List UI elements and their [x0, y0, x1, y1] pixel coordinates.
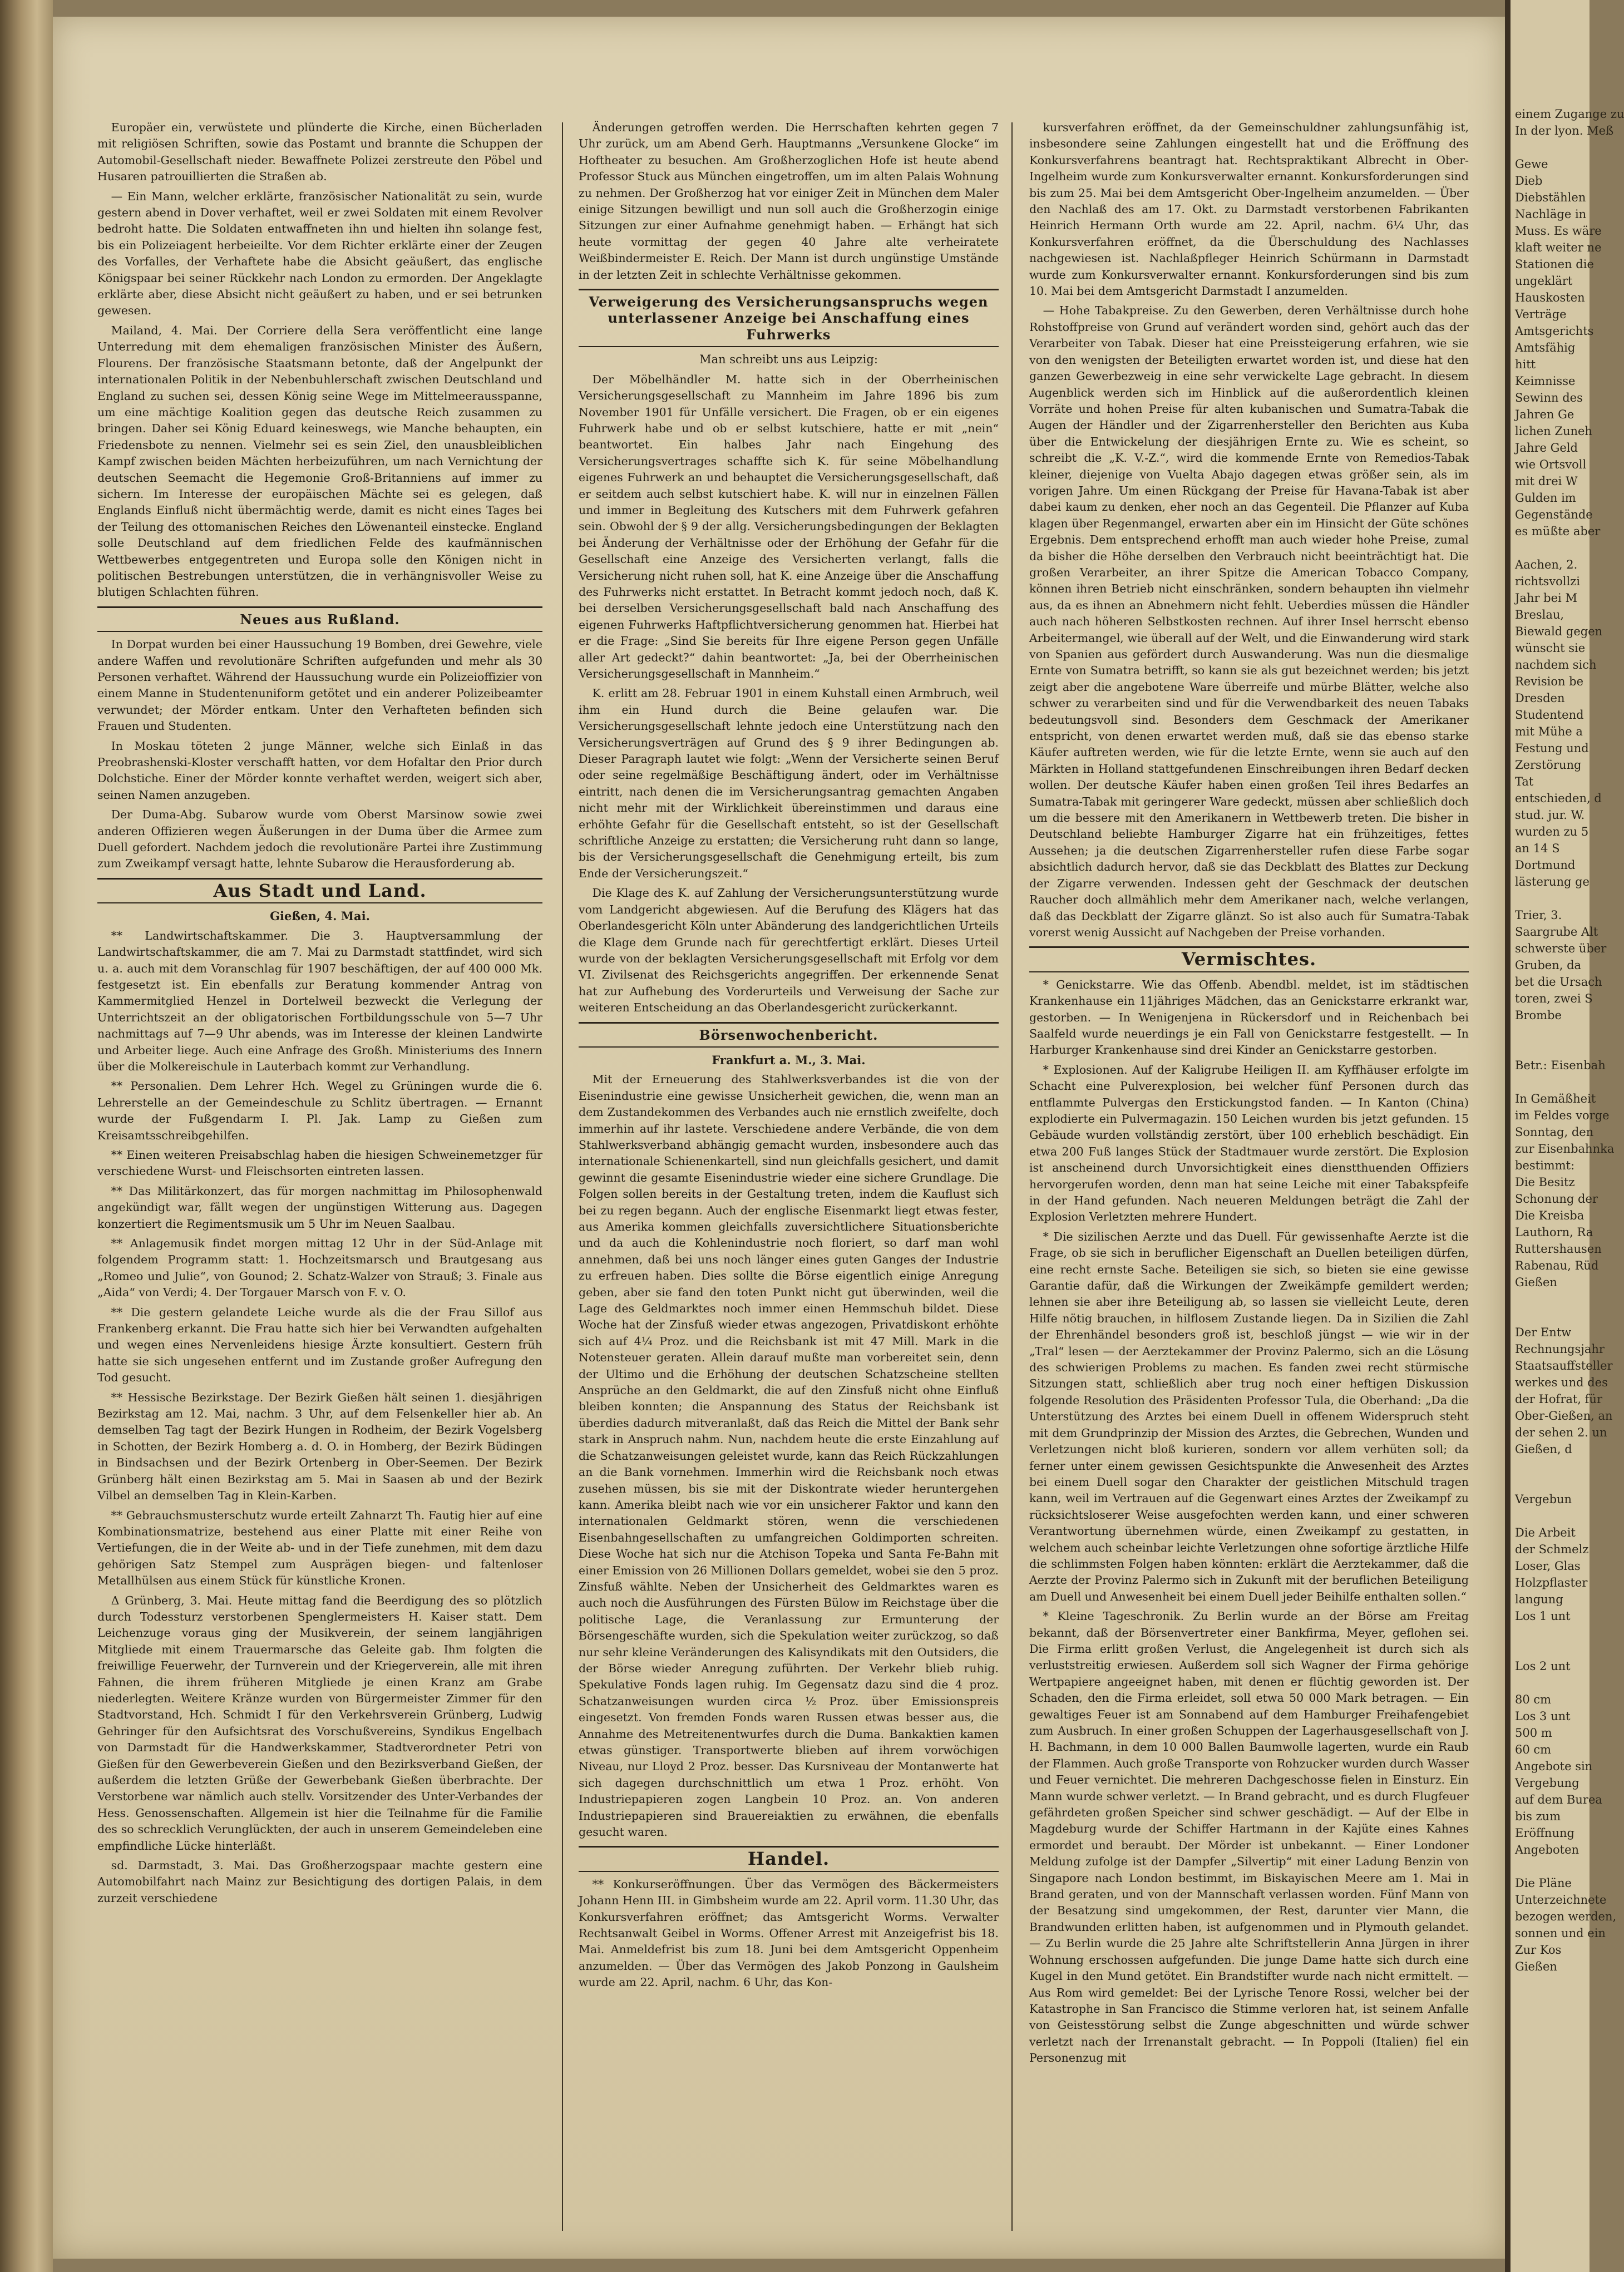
- article-paragraph: ** Die gestern gelandete Leiche wurde als die der Frau Sillof aus Frankenberg erkannt. Die Frau hatte sich hier bei Verwandten aufgehalten und wegen eines Nervenleidens hiesige Ärzte konsultiert. Gestern früh hatte sie sich ungesehen entfernt und im Zustande großer Aufregung den Tod gesucht.: [97, 1305, 542, 1385]
- adjacent-page-line: wünscht sie: [1515, 641, 1586, 655]
- adjacent-page-line: Studentend: [1515, 708, 1584, 722]
- adjacent-page-line: Sewinn des: [1515, 391, 1583, 404]
- adjacent-page-line: mit Mühe a: [1515, 725, 1583, 738]
- section-heading-stadt-land: Aus Stadt und Land.: [97, 878, 542, 903]
- adjacent-page-line: einem Zugange zu: [1515, 107, 1624, 121]
- adjacent-page-line: Gießen: [1515, 1276, 1557, 1289]
- adjacent-page-fragment: [1505, 0, 1624, 2272]
- adjacent-page-line: sonnen und ein: [1515, 1927, 1606, 1940]
- adjacent-page-line: Staatsauffsteller: [1515, 1359, 1613, 1372]
- adjacent-page-line: Gegenstände: [1515, 508, 1593, 521]
- article-paragraph: Der Duma-Abg. Subarow wurde vom Oberst Marsinow sowie zwei anderen Offizieren wegen Äußerungen in der Duma über die Armee zum Duell gefordert. Nachdem jedoch die revolutionäre Partei ihre Zustimmung zum Zweikampf versagt hatte, lehnte Subarow die Herausforderung ab.: [97, 808, 542, 871]
- adjacent-page-line: 80 cm: [1515, 1693, 1552, 1706]
- source-line: Man schreibt uns aus Leipzig:: [699, 353, 878, 367]
- adjacent-page-line: Vergebun: [1515, 1493, 1572, 1506]
- adjacent-page-line: Gulden im: [1515, 491, 1576, 505]
- article-paragraph: Europäer ein, verwüstete und plünderte die Kirche, einen Bücherladen mit religiösen Schriften, sowie das Postamt und brannte die Schuppen der Automobil-Gesellschaft nieder. Bewaffnete Polizei zerstreute den Pöbel und Husaren patrouillierten die Straßen ab.: [97, 121, 542, 184]
- column-rule-2: [1011, 122, 1013, 2231]
- adjacent-page-line: Biewald gegen: [1515, 625, 1603, 638]
- adjacent-page-line: Rechnungsjahr: [1515, 1342, 1605, 1356]
- adjacent-page-line: [1511, 1675, 1590, 1691]
- adjacent-page-line: klaft weiter ne: [1515, 241, 1602, 254]
- adjacent-page-line: Angebote sin: [1515, 1760, 1593, 1773]
- section-heading-versicherung: Verweigerung des Versicherungsanspruchs wegen unterlassener Anzeige bei Anschaffung eines Fuhrwerks: [579, 289, 999, 347]
- adjacent-page-line: Die Pläne: [1515, 1876, 1572, 1890]
- adjacent-page-line: Los 3 unt: [1515, 1710, 1571, 1723]
- article-paragraph: * Explosionen. Auf der Kaligrube Heiligen II. am Kyffhäuser erfolgte im Schacht eine Pulverexplosion, bei welcher fünf Personen durch das entflammte Pulvergas den Erstickungstod fanden. — In Kanton (China) explodierte ein Pulvermagazin. 150 Leichen wurden bis jetzt gefunden. 15 Gebäude wurden vollständig zerstört, über 100 erheblich beschädigt. Ein etwa 200 Fuß langes Stück der Stadtmauer wurde zerstört. Die Explosion ist anscheinend durch Unvorsichtigkeit eines dienstthuenden Offiziers hervorgerufen worden, denn man hat seine Leiche mit einer Tabakspfeife in der Hand gefunden. Nach neueren Meldungen beträgt die Zahl der Explosion Verletzten mehrere Hundert.: [1029, 1063, 1469, 1224]
- adjacent-page-line: [1511, 1074, 1590, 1090]
- article-paragraph: — Hohe Tabakpreise. Zu den Gewerben, deren Verhältnisse durch hohe Rohstoffpreise von Grund auf verändert worden sind, gehört auch das der Verarbeiter von Tabak. Dieser hat eine Preissteigerung erfahren, wie sie von den wenigsten der Beteiligten erwartet worden ist, und diese hat den ganzen Gewerbezweig in eine sehr verwickelte Lage gebracht. In diesem Augenblick werden sich im Hinblick auf die außerordentlich kleinen Vorräte und hohen Preise für alten kubanischen und Sumatra-Tabak die Augen der Händler und der Zigarrenhersteller den Berichten aus Kuba über die Entwickelung der diesjährigen Ernte zu. Wie es scheint, so schreibt die „K. V.-Z.“, wird die kommende Ernte von Remedios-Tabak kleiner, diejenige von Vuelta Abajo dagegen etwas größer sein, als im vorigen Jahre. Um einen Rückgang der Preise für Havana-Tabak ist aber dabei kaum zu denken, eher noch an das Gegenteil. Die Pflanzer auf Kuba klagen über Regenmangel, erwarten aber ein im Hinsicht der Güte schönes Ergebnis. Dem entsprechend erhofft man auch wieder hohe Preise, zumal da bisher die Höhe derselben den Verbrauch nicht beeinträchtigt hat. Die großen Verarbeiter, an ihrer Spitze die American Tobacco Company, können ihren Betrieb nicht einschränken, sondern behaupten ihn vielmehr aus, da es ihnen an Abnehmern nicht fehlt. Ueberdies müssen die Händler auch nach höheren Selbstkosten rechnen. Auf ihrer Insel herrscht ebenso Arbeitermangel, wie überall auf der Welt, und die Einwanderung wird stark von Spanien aus gefördert durch Auswanderung. Was nun die diesmalige Ernte von Sumatra betrifft, so kann sie als gut bezeichnet werden; bis jetzt zeigt aber die angebotene Ware überreife und mürbe Blätter, welche also schwer zu verarbeiten sind und für die Verwendbarkeit des neuen Tabaks bedeutungsvoll sind. Besonders dem Geschmack der Amerikaner entspricht, von denen erwartet werden muß, daß sie das ebenso starke Käufer auftreten werden, wie für die letzte Ernte, wenn sie auch auf den Märkten in Holland stattgefundenen Einschreibungen ihren Bedarf decken wollen. Der deutsche Käufer haben einen großen Teil ihres Bedarfes an Sumatra-Tabak mit geringerer Ware gedeckt, müssen aber schließlich doch um die bessere mit den Amerikanern in Wettbewerb treten. Die bisher in Deutschland beliebte Hamburger Zigarre hat ein frühzeitiges, fettes Aussehen; ja die deutschen Zigarrenhersteller rufen diese Farbe sogar absichtlich dadurch hervor, daß sie das Deckblatt des Blattes zur Deckung der Zigarre verwenden. Indessen geht der Geschmack der deutschen Raucher doch allmählich mehr dem Amerikaner nach, welche verlangen, daß das Deckblatt der Zigarre glänzt. So ist also auch für Sumatra-Tabak vorerst wenig Aussicht auf Nachgeben der Preise vorhanden.: [1029, 304, 1469, 939]
- adjacent-page-line: [1511, 1307, 1590, 1324]
- article-paragraph: * Die sizilischen Aerzte und das Duell. Für gewissenhafte Aerzte ist die Frage, ob sie sich in beruflicher Eigenschaft an Duellen beteiligen dürfen, eine recht ernste Sache. Beteiligen sie sich, so bieten sie eine gewisse Garantie dafür, daß die Wirkungen der Zweikämpfe gemildert werden; lehnen sie aber ihre Beteiligung ab, so lassen sie vielleicht Leute, deren Hilfe nötig brauchen, in hilflosem Zustande liegen. Da in Sizilien die Zahl der Ehrenhändel besonders groß ist, beschloß jüngst — wie wir in der „Tral“ lesen — der Aerztekammer der Provinz Palermo, sich an die Lösung des schwierigen Problems zu machen. Es fanden zwei recht stürmische Sitzungen statt, schließlich aber trug noch einer heftigen Diskussion folgende Resolution des Präsidenten Professor Tula, die Oberhand: „Da die Unterstützung des Arztes bei einem Duell in offenem Widerspruch steht mit dem Grundprinzip der Mission des Arztes, die Gebrechen, Wunden und Verletzungen nicht bloß kurieren, sondern vor allem verhüten soll; da ferner unter einem gewissen Gesichtspunkte die Anwesenheit des Arztes bei einem Duell sogar den Charakter der geistlichen Mitschuld tragen kann, weil im Vertrauen auf die Gegenwart eines Arztes der Zweikampf zu rücksichtsloserer Weise ausgefochten werden kann, und einer schweren Verantwortung übernehmen würde, einen Zweikampf zu gestatten, in welchem auch scheinbar leichte Verletzungen ohne sofortige ärztliche Hilfe die schlimmsten Folgen haben könnten: erklärt die Aerztekammer, daß die Aerzte der Provinz Palermo sich in Zukunft mit der beruflichen Beteiligung am Duell und Anwesenheit bei einem Duell jeder Beihilfe enthalten sollen.“: [1029, 1229, 1469, 1603]
- adjacent-page-line: ungeklärt: [1515, 274, 1573, 288]
- adjacent-page-line: richtsvollzi: [1515, 575, 1580, 588]
- adjacent-page-line: Die Kreisba: [1515, 1209, 1584, 1222]
- article-paragraph: ** Anlagemusik findet morgen mittag 12 Uhr in der Süd-Anlage mit folgendem Programm statt: 1. Hochzeitsmarsch und Brautgesang aus „Romeo und Julie“, von Gounod; 2. Schatz-Walzer von Strauß; 3. Finale aus „Aida“ von Verdi; 4. Der Torgauer Marsch von F. v. O.: [97, 1237, 542, 1300]
- article-paragraph: ** Gebrauchsmusterschutz wurde erteilt Zahnarzt Th. Fautig hier auf eine Kombinationsmatrize, bestehend aus einer Platte mit einer Reihe von Vertiefungen, die in der Weite ab- und in der Tiefe zunehmen, mit dem dazu gehörigen Satz Stempel zum Ausprägen biegen- und faltenloser Metallhülsen aus einem Stück für künstliche Kronen.: [97, 1508, 542, 1588]
- article-paragraph: ** Einen weiteren Preisabschlag haben die hiesigen Schweinemetzger für verschiedene Wurst- und Fleischsorten eintreten lassen.: [97, 1148, 542, 1178]
- section-heading-handel: Handel.: [579, 1846, 999, 1871]
- adjacent-page-line: langung: [1515, 1593, 1563, 1606]
- adjacent-page-line: Vergebung: [1515, 1776, 1579, 1790]
- article-paragraph: sd. Darmstadt, 3. Mai. Das Großherzogspaar machte gestern eine Automobilfahrt nach Mainz zur Besichtigung des dortigen Palais, in dem zurzeit verschiedene: [97, 1859, 542, 1905]
- adjacent-page-line: im Feldes vorge: [1515, 1109, 1610, 1122]
- article-paragraph: Mit der Erneuerung des Stahlwerksverbandes ist die von der Eisenindustrie eine gewisse Unsicherheit gewichen, die, wenn man an dem Zustandekommen des Verbandes auch nie ernstlich zweifelte, doch immerhin auf ihr lastete. Verschiedene andere Verbände, die von dem Stahlwerksverband abhängig gemacht wurden, insbesondere auch das internationale Schienenkartell, sind nun gleichfalls gesichert, und damit gewinnt die gesamte Eisenindustrie wieder eine sichere Grundlage. Die Folgen sollen bereits in der Gestaltung treten, indem die Kauflust sich bei zu regen begann. Auch der englische Eisenmarkt liegt etwas fester, aus Amerika kommen gleichfalls zuversichtlichere Situationsberichte und da auch die Kohlenindustrie noch floriert, so darf man wohl annehmen, daß bei uns noch länger eines guten Ganges der Industrie zu erfreuen haben. Dies sollte die Börse eigentlich einige Anregung geben, aber sie fand den toten Punkt nicht gut überwinden, weil die Lage des Geldmarktes noch immer einen Hemmschuh bildet. Diese Woche hat der Zinsfuß wieder etwas angezogen, Privatdiskont erhöhte sich auf 4¼ Proz. und die Reichsbank ist mit 47 Mill. Mark in die Notensteuer geraten. Allein darauf mußte man vorbereitet sein, denn der Ultimo und die Erhöhung der deutschen Schatzscheine stellten Ansprüche an den Geldmarkt, die auf den Zinsfuß nicht ohne Einfluß bleiben konnten; die Anspannung des Status der Reichsbank ist überdies dadurch mitveranlaßt, daß das Reich die Mittel der Bank sehr stark in Anspruch nahm. Nun, nachdem heute die erste Einzahlung auf die Schatzanweisungen geleistet wurde, kann das Reich Rückzahlungen an die Bank vornehmen. Immerhin wird die Reichsbank noch etwas zusehen müssen, bis sie mit der Diskontrate wieder heruntergehen kann. Amerika bleibt nach wie vor ein unsicherer Faktor und kann den internationalen Geldmarkt stören, wenn die verschiedenen Eisenbahngesellschaften zu umfangreichen Goldimporten schreiten. Diese Woche hat sich nur die Atchison Topeka und Santa Fe-Bahn mit einer Emission von 26 Millionen Dollars gemeldet, wobei sie den 5 proz. Zinsfuß wählte. Neben der Unsicherheit des Geldmarktes waren es auch noch die Ausführungen des Fürsten Bülow im Reichstage über die politische Lage, die Veranlassung zur Ermunterung der Börsengeschäfte wurden, sich die Spekulation weiter zurückzog, so daß nur sehr kleine Veränderungen des Kalisyndikats mit den Outsiders, die der Börse wieder Anregung zuführten. Der Verkehr blieb ruhig. Spekulative Fonds lagen ruhig. Im Gegensatz dazu sind die 4 proz. Schatzanweisungen wurden circa ½ Proz. über Emissionspreis eingesetzt. Von fremden Fonds waren Russen etwas besser aus, die Annahme des Metreitenentwurfes durch die Duma. Bankaktien kamen etwas günstiger. Transportwerte blieben auf ihrem vorwöchigen Niveau, nur Lloyd 2 Proz. besser. Das Kursniveau der Montanwerte hat sich dagegen durchschnittlich um etwa 1 Proz. erhöht. Von Industriepapieren zogen Langbein 10 Proz. an. Von anderen Industriepapieren sind Brauereiaktien zu erwähnen, die ebenfalls gesucht waren.: [579, 1073, 999, 1839]
- adjacent-page-line: an 14 S: [1515, 842, 1560, 855]
- article-paragraph: Δ Grünberg, 3. Mai. Heute mittag fand die Beerdigung des so plötzlich durch Todessturz verstorbenen Spenglermeisters H. Kaiser statt. Dem Leichenzuge voraus ging der Musikverein, der seinem langjährigen Mitgliede mit einem Trauermarsche das Geleite gab. Ihm folgten die freiwillige Feuerwehr, der Turnverein und der Kriegerverein, alle mit ihren Fahnen, die ihrem früheren Mitgliede je einen Kranz am Grabe niederlegten. Weitere Kränze wurden von Bürgermeister Zimmer für den Stadtvorstand, Hch. Schmidt I für den Verkehrsverein Grünberg, Ludwig Gehringer für den Aufsichtsrat des Vorschußvereins, Syndikus Engelbach von Darmstadt für die Handwerkskammer, Stadtverordneter Petri von Gießen für den Gewerbeverein Gießen und den Bezirksverband Gießen, der außerdem die letzten Grüße der Gewerbebank Gießen überbrachte. Der Verstorbene war nämlich auch stellv. Vorsitzender des Unter-Verbandes der Hess. Genossenschaften. Allgemein ist hier die Teilnahme für die Familie des so schrecklich Verunglückten, der auch in unserem Gemeindeleben eine empfindliche Lücke hinterläßt.: [97, 1593, 542, 1853]
- article-paragraph: kursverfahren eröffnet, da der Gemeinschuldner zahlungsunfähig ist, insbesondere seine Zahlungen eingestellt hat und die Eröffnung des Konkursverfahrens beantragt hat. Rechtspraktikant Albrecht in Ober-Ingelheim wurde zum Konkursverwalter ernannt. Konkursforderungen sind bis zum 25. Mai bei dem Amtsgericht Ober-Ingelheim anzumelden. — Über den Nachlaß des am 17. Okt. zu Darmstadt verstorbenen Fabrikanten Heinrich Hermann Orth wurde am 22. April, nachm. 6¼ Uhr, das Konkursverfahren eröffnet, da die Überschuldung des Nachlasses nachgewiesen ist. Nachlaßpfleger Heinrich Schürmann in Darmstadt wurde zum Konkursverwalter ernannt. Konkursforderungen sind bis zum 10. Mai bei dem Amtsgericht Darmstadt I anzumelden.: [1029, 121, 1469, 298]
- adjacent-page-line: Aachen, 2.: [1515, 558, 1578, 571]
- adjacent-page-line: wie Ortsvoll: [1515, 458, 1587, 471]
- adjacent-page-line: Verträge: [1515, 308, 1567, 321]
- adjacent-page-line: mit drei W: [1515, 475, 1578, 488]
- adjacent-page-line: Die Arbeit: [1515, 1526, 1576, 1539]
- adjacent-page-line: Gewe: [1515, 157, 1548, 171]
- adjacent-page-line: Dresden: [1515, 692, 1565, 705]
- adjacent-page-line: Schonung der: [1515, 1192, 1598, 1206]
- adjacent-page-line: Dortmund: [1515, 858, 1576, 872]
- article-paragraph: * Kleine Tageschronik. Zu Berlin wurde an der Börse am Freitag bekannt, daß der Börsenvertreter einer Bankfirma, Meyer, geflohen sei. Die Firma erlitt großen Verlust, die Angelegenheit ist durch sich als verluststreitig erwiesen. Außerdem soll sich Wagner der Firma gehörige Wertpapiere angeeignet haben, mit denen er flüchtig geworden ist. Der Schaden, den die Firma erleidet, soll etwa 50 000 Mark betragen. — Ein gewaltiges Feuer ist am Sonnabend auf dem Hamburger Freihafengebiet zum Ausbruch. In einer großen Schuppen der Lagerhausgesellschaft von J. H. Bachmann, in dem 10 000 Ballen Baumwolle lagerten, wurde ein Raub der Flammen. Auch große Transporte von Rohzucker wurden durch Wasser und Feuer vernichtet. Die mehreren Dachgeschosse fielen in Einsturz. Ein Mann wurde schwer verletzt. — In Brand gebracht, und es durch Flugfeuer gefährdeten großen Speicher sind schwer geschädigt. — Auf der Elbe in Magdeburg wurde der Schiffer Hartmann in der Kajüte eines Kahnes ermordet und beraubt. Der Mörder ist unbekannt. — Einer Londoner Meldung zufolge ist der Dampfer „Silvertip“ mit einer Ladung Benzin von Singapore nach London bestimmt, im Biskayischen Meere am 1. Mai in Brand geraten, und von der Mannschaft verlassen worden. Fünf Mann von der Besatzung sind umgekommen, der Rest, darunter vier Mann, die Brandwunden erlitten haben, ist aufgenommen und in Plymouth gelandet. — Zu Berlin wurde die 25 Jahre alte Schriftstellerin Anna Jürgen in ihrer Wohnung erschossen aufgefunden. Die junge Dame hatte sich durch eine Kugel in den Mund getötet. Ein Brandstifter wurde nach nicht ermittelt. — Aus Rom wird gemeldet: Bei der Lyrische Tenore Rossi, welcher bei der Katastrophe in San Francisco die Stimme verloren hat, ist seinem Anfalle von Geistesstörung selbst die Zunge abgeschnitten und würde schwer verletzt nach der Irrenanstalt gebracht. — In Poppoli (Italien) fiel ein Personenzug mit: [1029, 1609, 1469, 2065]
- adjacent-page-line: bet die Ursach: [1515, 975, 1602, 989]
- adjacent-page-line: schwerste über: [1515, 942, 1607, 955]
- adjacent-page-line: Jahre Geld: [1515, 441, 1578, 455]
- adjacent-page-line: Trier, 3.: [1515, 908, 1562, 922]
- adjacent-page-line: Sonntag, den: [1515, 1125, 1594, 1139]
- article-paragraph: ** Konkurseröffnungen. Über das Vermögen des Bäckermeisters Johann Henn III. in Gimbsheim wurde am 22. April vorm. 11.30 Uhr, das Konkursverfahren eröffnet; das Amtsgericht Worms. Verwalter Rechtsanwalt Geibel in Worms. Offener Arrest mit Anzeigefrist bis 18. Mai. Anmeldefrist bis zum 18. Juni bei dem Amtsgericht Oppenheim anzumelden. — Über das Vermögen des Jakob Ponzong in Gaulsheim wurde am 22. April, nachm. 6 Uhr, das Kon-: [579, 1877, 999, 1989]
- adjacent-page-line: Angeboten: [1515, 1843, 1579, 1856]
- adjacent-page-line: 500 m: [1515, 1726, 1552, 1740]
- adjacent-page-line: Ruttershausen: [1515, 1242, 1602, 1256]
- article-paragraph: Die Klage des K. auf Zahlung der Versicherungsunterstützung wurde vom Landgericht abgewiesen. Auf die Berufung des Klägers hat das Oberlandesgericht Köln unter Abänderung des landgerichtlichen Urteils die Klage dem Grunde nach für gerechtfertigt erklärt. Dieses Urteil wurde von der beklagten Versicherungsgesellschaft mit Erfolg vor dem VI. Zivilsenat des Reichsgerichts angegriffen. Der erkennende Senat hat zur Aufhebung des Vorderurteils und Verweisung der Sache zur weiteren Entscheidung an das Oberlandesgericht zurückerkannt.: [579, 886, 999, 1015]
- adjacent-page-line: [1511, 890, 1590, 907]
- adjacent-page-line: bezogen werden,: [1515, 1910, 1617, 1923]
- adjacent-page-line: lästerung ge: [1515, 875, 1590, 888]
- adjacent-page-line: Betr.: Eisenbah: [1515, 1059, 1606, 1072]
- adjacent-page-line: Die Besitz: [1515, 1175, 1575, 1189]
- section-heading-russland: Neues aus Rußland.: [97, 606, 542, 632]
- adjacent-page-line: [1511, 139, 1590, 156]
- adjacent-page-line: wurden zu 5: [1515, 825, 1589, 838]
- adjacent-page-line: Gießen: [1515, 1960, 1557, 1973]
- article-paragraph: In Moskau töteten 2 junge Männer, welche sich Einlaß in das Preobrashenski-Kloster verschafft hatten, vor dem Hofaltar den Prior durch Dolchstiche. Einer der Mörder konnte verhaftet werden, weigert sich aber, seinen Namen anzugeben.: [97, 739, 542, 802]
- section-heading-boerse: Börsenwochenbericht.: [579, 1022, 999, 1048]
- adjacent-page-line: Diebstählen: [1515, 191, 1586, 204]
- adjacent-page-line: Breslau,: [1515, 608, 1564, 621]
- adjacent-page-line: Lauthorn, Ra: [1515, 1226, 1593, 1239]
- section-heading-vermischtes: Vermischtes.: [1029, 946, 1469, 972]
- adjacent-page-line: [1511, 1508, 1590, 1524]
- adjacent-page-line: nachdem sich: [1515, 658, 1597, 671]
- adjacent-page-line: Amtsgerichts: [1515, 324, 1594, 338]
- adjacent-page-line: Loser, Glas: [1515, 1559, 1581, 1573]
- adjacent-page-line: [1511, 540, 1590, 556]
- adjacent-page-line: der sehen 2. un: [1515, 1426, 1607, 1439]
- article-paragraph: In Dorpat wurden bei einer Haussuchung 19 Bomben, drei Gewehre, viele andere Waffen und revolutionäre Schriften aufgefunden und mehr als 30 Personen verhaftet. Während der Haussuchung wurde ein Polizeioffizier von einem Manne in Studentenuniform getötet und ein anderer Polizeibeamter verwundet; der Mörder entkam. Unter den Verhafteten befinden sich Frauen und Studenten.: [97, 638, 542, 733]
- adjacent-page-line: Brombe: [1515, 1009, 1562, 1022]
- article-paragraph: Änderungen getroffen werden. Die Herrschaften kehrten gegen 7 Uhr zurück, um am Abend Gerh. Hauptmanns „Versunkene Glocke“ im Hoftheater zu besuchen. Am Großherzoglichen Hofe ist heute abend Professor Stuck aus München eingetroffen, um im alten Palais Wohnung zu nehmen. Der Großherzog hat vor einiger Zeit in München dem Maler einige Sitzungen bewilligt und nun soll auch die Großherzogin einige Sitzungen zur einer Aufnahme genehmigt haben. — Erhängt hat sich heute vormittag der gegen 40 Jahre alte verheiratete Weißbindermeister E. Reich. Der Mann ist durch ungünstige Umstände in der letzten Zeit in schlechte Verhältnisse gekommen.: [579, 121, 999, 281]
- adjacent-page-line: Amtsfähig: [1515, 341, 1576, 354]
- adjacent-page-line: [1511, 1291, 1590, 1307]
- adjacent-page-line: stud. jur. W.: [1515, 808, 1585, 822]
- adjacent-page-line: entschieden, d: [1515, 792, 1602, 805]
- adjacent-page-line: lichen Zuneh: [1515, 424, 1592, 438]
- adjacent-page-line: Saargrube Alt: [1515, 925, 1598, 939]
- adjacent-page-line: bis zum: [1515, 1810, 1561, 1823]
- adjacent-page-line: Gruben, da: [1515, 959, 1582, 972]
- adjacent-page-line: 60 cm: [1515, 1743, 1552, 1756]
- adjacent-page-line: [1511, 1858, 1590, 1875]
- adjacent-page-line: [1511, 1024, 1590, 1040]
- column-3: [1029, 120, 1469, 2234]
- adjacent-page-line: Ober-Gießen, an: [1515, 1409, 1613, 1423]
- page-binding-edge: [0, 0, 53, 2272]
- article-paragraph: ** Das Militärkonzert, das für morgen nachmittag im Philosophenwald angekündigt war, fällt wegen der ungünstigen Witterung aus. Dagegen konzertiert die Regimentsmusik um 5 Uhr im Neuen Saalbau.: [97, 1184, 542, 1231]
- article-paragraph: ** Personalien. Dem Lehrer Hch. Wegel zu Grüningen wurde die 6. Lehrerstelle an der Gemeindeschule zu Schlitz übertragen. — Ernannt wurde der Fußgendarm I. Pl. Jak. Lamp zu Gießen zum Kreisamtsschreibgehilfen.: [97, 1079, 542, 1142]
- adjacent-page-line: Holzpflaster: [1515, 1576, 1588, 1589]
- adjacent-page-line: Los 2 unt: [1515, 1659, 1571, 1673]
- adjacent-page-line: toren, zwei S: [1515, 992, 1593, 1005]
- article-paragraph: K. erlitt am 28. Februar 1901 in einem Kuhstall einen Armbruch, weil ihm ein Hund durch die Beine gelaufen war. Die Versicherungsgesellschaft lehnte jedoch eine Unterstützung nach den Versicherungsverträgen auf Grund des § 9 ihrer Bedingungen ab. Dieser Paragraph lautet wie folgt: „Wenn der Versicherte seinen Beruf oder seine regelmäßige Beschäftigung ändert, oder im Verhältnisse eintritt, nach denen die im Versicherungsantrag gemachten Angaben nicht mehr mit der Wirklichkeit übereinstimmen und daraus eine erhöhte Gefahr für die Gesellschaft entsteht, so ist der Gesellschaft schriftliche Anzeige zu erstatten; die Versicherung ruht dann so lange, bis der Versicherungsgesellschaft die Genehmigung erteilt, bis zum Ende der Versicherungszeit.“: [579, 686, 999, 880]
- adjacent-page-line: es müßte aber: [1515, 525, 1601, 538]
- adjacent-page-line: [1511, 1641, 1590, 1658]
- article-paragraph: ** Hessische Bezirkstage. Der Bezirk Gießen hält seinen 1. diesjährigen Bezirkstag am 12. Mai, nachm. 3 Uhr, auf dem Felsenkeller hier ab. An demselben Tag tagt der Bezirk Hungen in Rodheim, der Bezirk Vogelsberg in Schotten, der Bezirk Homberg a. d. O. in Homberg, der Bezirk Büdingen in Bindsachsen und der Bezirk Ortenberg in Ober-Seemen. Der Bezirk Grünberg hält einen Bezirkstag am 5. Mai in Saasen ab und der Bezirk Vilbel an demselben Tag in Klein-Karben.: [97, 1390, 542, 1503]
- adjacent-page-line: In Gemäßheit: [1515, 1092, 1596, 1105]
- adjacent-page-line: Eröffnung: [1515, 1826, 1574, 1840]
- adjacent-page-line: [1511, 1458, 1590, 1474]
- article-paragraph: Der Möbelhändler M. hatte sich in der Oberrheinischen Versicherungsgesellschaft zu Mannheim im Jahre 1896 bis zum November 1901 für Unfälle versichert. Die Fragen, ob er ein eigenes Fuhrwerk habe und ob er selbst kutschiere, hatte er mit „nein“ beantwortet. Ein halbes Jahr nach Eingehung des Versicherungsvertrages schaffte sich K. für seine Möbelhandlung eigenes Fuhrwerk an und behauptet die Versicherungsgesellschaft, daß er seitdem auch selbst kutschiert habe. K. will nur in einzelnen Fällen und immer in Begleitung des Kutschers mit dem Fuhrwerk gefahren sein. Obwohl der § 9 der allg. Versicherungsbedingungen der Beklagten bei Änderung der Verhältnisse oder der Erhöhung der Gefahr für die Gesellschaft eine Anzeige des Versicherten verlangt, falls die Versicherung nicht ruhen soll, hat K. eine Anzeige über die Anschaffung des Fuhrwerks nicht erstattet. In Betracht kommt jedoch noch, daß K. bei derselben Versicherungsgesellschaft bald nach Anschaffung des eigenen Fuhrwerks Haftpflichtversicherung genommen hat. Hierbei hat er die Frage: „Sind Sie bereits für Ihre eigene Person gegen Unfälle aller Art gedeckt?“ dahin beantwortet: „Ja, bei der Oberrheinischen Versicherungsgesellschaft in Mannheim.“: [579, 372, 999, 680]
- adjacent-page-line: Zur Kos: [1515, 1943, 1562, 1957]
- adjacent-page-line: Rabenau, Rüd: [1515, 1259, 1599, 1272]
- adjacent-page-line: Muss. Es wäre: [1515, 224, 1602, 238]
- adjacent-page-line: zur Eisenbahnka: [1515, 1142, 1615, 1155]
- article-paragraph: * Genickstarre. Wie das Offenb. Abendbl. meldet, ist im städtischen Krankenhause ein 11jähriges Mädchen, das an Genickstarre erkrankt war, gestorben. — In Wenigenjena in Rückersdorf und in Reichenbach bei Saalfeld wurde neuerdings je ein Fall von Genickstarre festgestellt. — In Harburger Krankenhause sind drei Kinder an Genickstarre gestorben.: [1029, 977, 1469, 1057]
- article-paragraph: — Ein Mann, welcher erklärte, französischer Nationalität zu sein, wurde gestern abend in Dover verhaftet, weil er zwei Soldaten mit einem Revolver bedroht hatte. Die Soldaten entwaffneten ihn und hielten ihn solange fest, bis ein Polizeiagent herbeieilte. Vor dem Richter erklärte einer der Zeugen des Vorfalles, der Verhaftete habe die Absicht geäußert, das englische Königspaar bei seiner Rückkehr nach London zu ermorden. Der Angeklagte erklärte aber, diese Absicht nicht geäußert zu haben, und er sei betrunken gewesen.: [97, 189, 542, 318]
- adjacent-page-line: bestimmt:: [1515, 1159, 1575, 1172]
- adjacent-page-line: Revision be: [1515, 675, 1584, 688]
- column-1: [97, 120, 542, 2234]
- adjacent-page-line: der Schmelz: [1515, 1543, 1589, 1556]
- adjacent-page-line: Jahr bei M: [1515, 591, 1577, 605]
- adjacent-page-line: Festung und: [1515, 742, 1589, 755]
- adjacent-page-line: [1511, 1040, 1590, 1057]
- adjacent-page-line: Dieb: [1515, 174, 1543, 187]
- adjacent-page-line: In der lyon. Meß: [1515, 124, 1614, 137]
- article-paragraph: Mailand, 4. Mai. Der Corriere della Sera veröffentlicht eine lange Unterredung mit dem ehemaligen französischen Minister des Äußern, Flourens. Der französische Staatsmann betonte, daß der Angelpunkt der internationalen Politik in der Nebenbuhlerschaft zwischen Deutschland und England zu suchen sei, dessen König seine Wege im Mittelmeerausspanne, um eine mächtige Koalition gegen das deutsche Reich zusammen zu bringen. Daher sei König Eduard keineswegs, wie Manche behaupten, ein Friedensbote zu nennen. Vielmehr sei es sein Ziel, den unausbleiblichen Kampf zwischen beiden Mächten herbeizuführen, um nach Vernichtung der deutschen Seemacht die Hegemonie Groß-Britanniens auf immer zu sichern. Im Interesse der europäischen Mächte sei es gelegen, daß Englands Einfluß nicht übermächtig werde, damit es nicht eines Tages bei der Teilung des ottomanischen Reiches den Löwenanteil einstecke. England solle Deutschland auf dem friedlichen Felde des kaufmännischen Wettbewerbes entgegentreten und Europa solle den Königen nicht in politischen Bestrebungen unterstützen, die in verhängnisvoller Weise zu blutigen Schlachten führen.: [97, 323, 542, 599]
- adjacent-page-line: Gießen, d: [1515, 1443, 1572, 1456]
- adjacent-page-line: Der Entw: [1515, 1326, 1572, 1339]
- adjacent-page-line: Tat: [1515, 775, 1534, 788]
- adjacent-page-line: Nachläge in: [1515, 208, 1587, 221]
- dateline: Gießen, 4. Mai.: [270, 909, 370, 923]
- adjacent-page-line: Unterzeichnete: [1515, 1893, 1607, 1906]
- adjacent-page-line: Zerstörung: [1515, 758, 1582, 772]
- adjacent-page-line: [1511, 1624, 1590, 1641]
- adjacent-page-lines: [1511, 0, 1624, 1975]
- adjacent-page-line: Keimnisse: [1515, 374, 1576, 388]
- adjacent-page-line: Hauskosten: [1515, 291, 1585, 304]
- column-2: [579, 120, 999, 2234]
- adjacent-page-line: [1511, 1474, 1590, 1491]
- adjacent-page-line: auf dem Burea: [1515, 1793, 1602, 1806]
- article-paragraph: ** Landwirtschaftskammer. Die 3. Hauptversammlung der Landwirtschaftskammer, die am 7. Mai zu Darmstadt stattfindet, wird sich u. a. auch mit dem Voranschlag für 1907 beschäftigen, der auf 400 000 Mk. festgesetzt ist. Ein ebenfalls zur Beratung kommender Antrag von Kammermitglied Henzel in Dortelweil bezweckt die Verlegung der Unterrichtszeit an der obligatorischen Fortbildungsschule von 5—7 Uhr nachmittags auf 7—9 Uhr abends, was im Interesse der kleinen Landwirte und Arbeiter liege. Auch eine Anfrage des Großh. Ministeriums des Innern über die Molkereischule in Lauterbach kommt zur Verhandlung.: [97, 928, 542, 1073]
- dateline: Frankfurt a. M., 3. Mai.: [712, 1053, 866, 1067]
- adjacent-page-line: Stationen die: [1515, 258, 1594, 271]
- column-rule-1: [562, 122, 563, 2231]
- adjacent-page-line: hitt: [1515, 358, 1536, 371]
- adjacent-page-line: Los 1 unt: [1515, 1609, 1571, 1623]
- adjacent-page-line: Jahren Ge: [1515, 408, 1574, 421]
- adjacent-page-line: werkes und des: [1515, 1376, 1608, 1389]
- adjacent-page-line: der Hofrat, für: [1515, 1392, 1602, 1406]
